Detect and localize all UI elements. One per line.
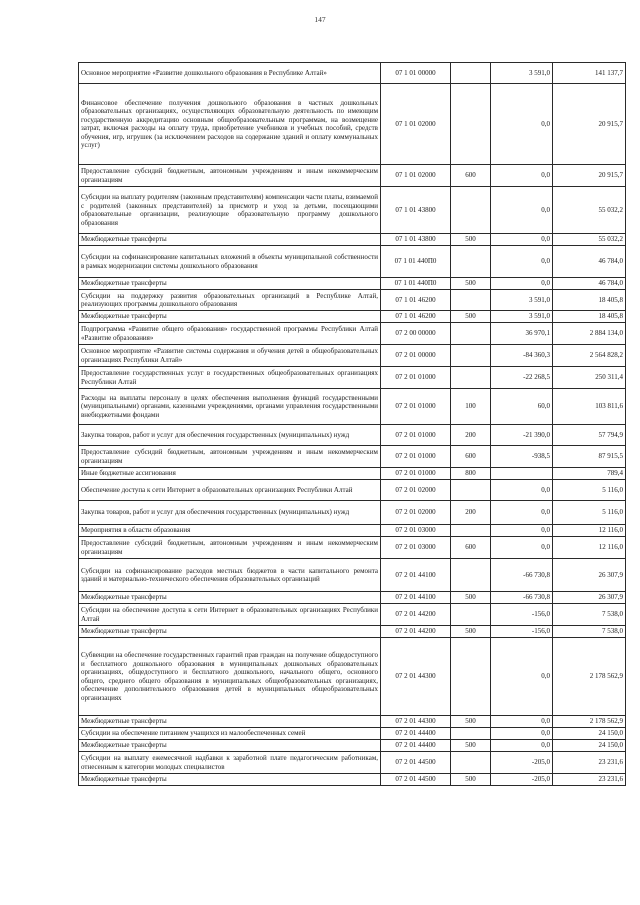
amount-total-cell: 24 150,0 (553, 728, 626, 740)
amount-change-cell: 0,0 (491, 716, 553, 728)
budget-table (78, 62, 626, 786)
amount-total-cell: 23 231,6 (553, 774, 626, 786)
amount-total-cell: 12 116,0 (553, 525, 626, 537)
target-article-cell: 07 1 01 00000 (381, 63, 451, 84)
row-name-cell: Мероприятия в области образования (79, 525, 381, 537)
table-row (79, 468, 626, 480)
amount-total-cell: 18 405,8 (553, 311, 626, 323)
amount-total-cell: 87 915,5 (553, 446, 626, 468)
amount-change-cell: -21 390,0 (491, 425, 553, 446)
expense-type-cell (451, 480, 491, 501)
row-name-cell: Основное мероприятие «Развитие дошкольного образования в Республике Алтай» (79, 63, 381, 84)
expense-type-cell: 600 (451, 537, 491, 559)
amount-change-cell: 0,0 (491, 740, 553, 752)
amount-total-cell: 18 405,8 (553, 290, 626, 311)
table-row (79, 389, 626, 425)
amount-change-cell: -938,5 (491, 446, 553, 468)
row-name-cell: Межбюджетные трансферты (79, 626, 381, 638)
amount-change-cell: 0,0 (491, 537, 553, 559)
row-name-cell: Межбюджетные трансферты (79, 234, 381, 246)
expense-type-cell (451, 323, 491, 345)
target-article-cell: 07 1 01 440П0 (381, 246, 451, 278)
expense-type-cell (451, 638, 491, 716)
amount-change-cell: -205,0 (491, 752, 553, 774)
table-row (79, 425, 626, 446)
amount-total-cell: 24 150,0 (553, 740, 626, 752)
amount-total-cell: 2 564 828,2 (553, 345, 626, 367)
row-name-cell: Предоставление субсидий бюджетным, автономным учреждениям и иным некоммерческим организациям (79, 446, 381, 468)
amount-change-cell: -22 268,5 (491, 367, 553, 389)
table-row (79, 446, 626, 468)
expense-type-cell: 600 (451, 165, 491, 187)
row-name-cell: Финансовое обеспечение получения дошкольного образования в частных дошкольных образовательных организациях, осуществляющих образовательную деятельность по имеющим государственную аккредитацию основным общеобразовательным программам, на возмещение затрат, включая расходы на оплату труда, приобретение учебников и учебных пособий, средств обучения, игр, игрушек (за исключением расходов на содержание зданий и оплату коммунальных услуг) (79, 84, 381, 165)
table-row (79, 592, 626, 604)
row-name-cell: Субвенции на обеспечение государственных гарантий прав граждан на получение общедоступного и бесплатного дошкольного образования в муниципальных дошкольных образовательных организациях, общедоступного и бесплатного дошкольного, начального общего, основного общего, среднего общего образования в муниципальных общеобразовательных организациях, обеспечение дополнительного образования детей в муниципальных общеобразовательных организациях (79, 638, 381, 716)
expense-type-cell (451, 604, 491, 626)
table-row (79, 626, 626, 638)
row-name-cell: Расходы на выплаты персоналу в целях обеспечения выполнения функций государственными (муниципальными) органами, казенными учреждениями, органами управления государственными внебюджетными фондами (79, 389, 381, 425)
table-row (79, 480, 626, 501)
amount-change-cell: 3 591,0 (491, 311, 553, 323)
target-article-cell: 07 2 01 44200 (381, 626, 451, 638)
table-row (79, 323, 626, 345)
row-name-cell: Межбюджетные трансферты (79, 740, 381, 752)
target-article-cell: 07 2 01 00000 (381, 345, 451, 367)
target-article-cell: 07 2 01 44300 (381, 638, 451, 716)
amount-change-cell: 0,0 (491, 187, 553, 234)
target-article-cell: 07 1 01 46200 (381, 290, 451, 311)
row-name-cell: Обеспечение доступа к сети Интернет в образовательных организациях Республики Алтай (79, 480, 381, 501)
amount-total-cell: 46 784,0 (553, 246, 626, 278)
expense-type-cell: 500 (451, 740, 491, 752)
expense-type-cell (451, 728, 491, 740)
row-name-cell: Межбюджетные трансферты (79, 278, 381, 290)
row-name-cell: Субсидии на обеспечение доступа к сети Интернет в образовательных организациях Республики Алтай (79, 604, 381, 626)
amount-change-cell: 0,0 (491, 501, 553, 525)
expense-type-cell: 500 (451, 234, 491, 246)
table-row (79, 740, 626, 752)
amount-change-cell: 3 591,0 (491, 63, 553, 84)
amount-total-cell: 26 307,9 (553, 559, 626, 592)
table-row (79, 63, 626, 84)
amount-total-cell: 26 307,9 (553, 592, 626, 604)
amount-total-cell: 46 784,0 (553, 278, 626, 290)
amount-change-cell: 0,0 (491, 728, 553, 740)
expense-type-cell (451, 752, 491, 774)
table-row (79, 234, 626, 246)
amount-change-cell: -66 730,8 (491, 592, 553, 604)
row-name-cell: Субсидии на обеспечение питанием учащихся из малообеспеченных семей (79, 728, 381, 740)
table-row (79, 501, 626, 525)
table-row (79, 345, 626, 367)
table-row (79, 311, 626, 323)
amount-total-cell: 103 811,6 (553, 389, 626, 425)
target-article-cell: 07 1 01 46200 (381, 311, 451, 323)
amount-total-cell: 5 116,0 (553, 480, 626, 501)
expense-type-cell (451, 63, 491, 84)
table-row (79, 84, 626, 165)
target-article-cell: 07 2 01 01000 (381, 367, 451, 389)
expense-type-cell: 600 (451, 446, 491, 468)
target-article-cell: 07 1 01 02000 (381, 84, 451, 165)
target-article-cell: 07 2 01 44100 (381, 592, 451, 604)
amount-total-cell: 20 915,7 (553, 84, 626, 165)
row-name-cell: Предоставление субсидий бюджетным, автономным учреждениям и иным некоммерческим организациям (79, 537, 381, 559)
row-name-cell: Субсидии на поддержку развития образовательных организаций в Республике Алтай, реализующих программы дошкольного образования (79, 290, 381, 311)
expense-type-cell: 800 (451, 468, 491, 480)
row-name-cell: Субсидии на софинансирование расходов местных бюджетов в части капитального ремонта зданий и материально-технического обеспечения образовательных организаций (79, 559, 381, 592)
amount-total-cell: 5 116,0 (553, 501, 626, 525)
amount-change-cell: 0,0 (491, 246, 553, 278)
row-name-cell: Предоставление субсидий бюджетным, автономным учреждениям и иным некоммерческим организациям (79, 165, 381, 187)
amount-change-cell: 60,0 (491, 389, 553, 425)
amount-total-cell: 57 794,9 (553, 425, 626, 446)
page-number: 147 (314, 15, 326, 24)
expense-type-cell (451, 559, 491, 592)
target-article-cell: 07 1 01 02000 (381, 165, 451, 187)
target-article-cell: 07 2 01 44200 (381, 604, 451, 626)
amount-total-cell: 2 178 562,9 (553, 638, 626, 716)
amount-change-cell: -205,0 (491, 774, 553, 786)
row-name-cell: Предоставление государственных услуг в государственных общеобразовательных организациях Республики Алтай (79, 367, 381, 389)
table-row (79, 604, 626, 626)
row-name-cell: Закупка товаров, работ и услуг для обеспечения государственных (муниципальных) нужд (79, 501, 381, 525)
target-article-cell: 07 2 01 44300 (381, 716, 451, 728)
amount-change-cell: -84 360,3 (491, 345, 553, 367)
row-name-cell: Иные бюджетные ассигнования (79, 468, 381, 480)
amount-total-cell: 7 538,0 (553, 604, 626, 626)
expense-type-cell: 200 (451, 501, 491, 525)
expense-type-cell: 500 (451, 278, 491, 290)
amount-change-cell: 3 591,0 (491, 290, 553, 311)
target-article-cell: 07 2 01 02000 (381, 480, 451, 501)
row-name-cell: Закупка товаров, работ и услуг для обеспечения государственных (муниципальных) нужд (79, 425, 381, 446)
target-article-cell: 07 2 01 44400 (381, 728, 451, 740)
amount-total-cell: 55 032,2 (553, 234, 626, 246)
expense-type-cell: 200 (451, 425, 491, 446)
amount-total-cell: 20 915,7 (553, 165, 626, 187)
table-row (79, 290, 626, 311)
expense-type-cell (451, 246, 491, 278)
amount-change-cell: 0,0 (491, 278, 553, 290)
expense-type-cell (451, 525, 491, 537)
expense-type-cell (451, 345, 491, 367)
target-article-cell: 07 2 01 44500 (381, 774, 451, 786)
target-article-cell: 07 2 01 01000 (381, 446, 451, 468)
target-article-cell: 07 2 01 01000 (381, 468, 451, 480)
amount-total-cell: 789,4 (553, 468, 626, 480)
table-row (79, 728, 626, 740)
amount-change-cell: 0,0 (491, 84, 553, 165)
row-name-cell: Межбюджетные трансферты (79, 716, 381, 728)
table-row (79, 187, 626, 234)
amount-change-cell: 0,0 (491, 525, 553, 537)
table-row (79, 774, 626, 786)
table-row (79, 752, 626, 774)
expense-type-cell: 500 (451, 774, 491, 786)
table-row (79, 278, 626, 290)
target-article-cell: 07 2 01 44500 (381, 752, 451, 774)
amount-total-cell: 2 178 562,9 (553, 716, 626, 728)
row-name-cell: Межбюджетные трансферты (79, 311, 381, 323)
amount-total-cell: 12 116,0 (553, 537, 626, 559)
target-article-cell: 07 2 01 44400 (381, 740, 451, 752)
table-row (79, 165, 626, 187)
amount-change-cell: -156,0 (491, 604, 553, 626)
row-name-cell: Основное мероприятие «Развитие системы содержания и обучения детей в общеобразовательных организациях Республики Алтай» (79, 345, 381, 367)
expense-type-cell: 500 (451, 716, 491, 728)
target-article-cell: 07 1 01 43800 (381, 234, 451, 246)
target-article-cell: 07 2 01 03000 (381, 525, 451, 537)
table-row (79, 716, 626, 728)
amount-change-cell: -156,0 (491, 626, 553, 638)
expense-type-cell (451, 290, 491, 311)
row-name-cell: Субсидии на софинансирование капитальных вложений в объекты муниципальной собственности в рамках модернизации системы дошкольного образования (79, 246, 381, 278)
table-row (79, 559, 626, 592)
table-row (79, 638, 626, 716)
expense-type-cell (451, 187, 491, 234)
amount-change-cell: 0,0 (491, 638, 553, 716)
table-row (79, 246, 626, 278)
amount-change-cell: -66 730,8 (491, 559, 553, 592)
target-article-cell: 07 2 01 44100 (381, 559, 451, 592)
target-article-cell: 07 2 01 02000 (381, 501, 451, 525)
target-article-cell: 07 2 01 01000 (381, 389, 451, 425)
amount-change-cell (491, 468, 553, 480)
expense-type-cell: 500 (451, 311, 491, 323)
amount-total-cell: 55 032,2 (553, 187, 626, 234)
amount-total-cell: 141 137,7 (553, 63, 626, 84)
amount-total-cell: 23 231,6 (553, 752, 626, 774)
amount-total-cell: 7 538,0 (553, 626, 626, 638)
amount-change-cell: 0,0 (491, 480, 553, 501)
amount-total-cell: 250 311,4 (553, 367, 626, 389)
target-article-cell: 07 2 01 01000 (381, 425, 451, 446)
expense-type-cell (451, 84, 491, 165)
expense-type-cell: 500 (451, 626, 491, 638)
expense-type-cell: 100 (451, 389, 491, 425)
table-row (79, 367, 626, 389)
row-name-cell: Подпрограмма «Развитие общего образования» государственной программы Республики Алтай «Развитие образования» (79, 323, 381, 345)
target-article-cell: 07 2 00 00000 (381, 323, 451, 345)
amount-change-cell: 0,0 (491, 165, 553, 187)
amount-change-cell: 0,0 (491, 234, 553, 246)
row-name-cell: Субсидии на выплату ежемесячной надбавки к заработной плате педагогическим работникам, отнесенным к категории молодых специалистов (79, 752, 381, 774)
row-name-cell: Межбюджетные трансферты (79, 592, 381, 604)
table-row (79, 525, 626, 537)
amount-change-cell: 36 970,1 (491, 323, 553, 345)
row-name-cell: Межбюджетные трансферты (79, 774, 381, 786)
row-name-cell: Субсидии на выплату родителям (законным представителям) компенсации части платы, взимаемой с родителей (законных представителей) за присмотр и уход за детьми, посещающими образовательные организации, реализующие образовательную программу дошкольного образования (79, 187, 381, 234)
target-article-cell: 07 1 01 43800 (381, 187, 451, 234)
target-article-cell: 07 2 01 03000 (381, 537, 451, 559)
expense-type-cell: 500 (451, 592, 491, 604)
target-article-cell: 07 1 01 440П0 (381, 278, 451, 290)
amount-total-cell: 2 884 134,0 (553, 323, 626, 345)
table-row (79, 537, 626, 559)
expense-type-cell (451, 367, 491, 389)
